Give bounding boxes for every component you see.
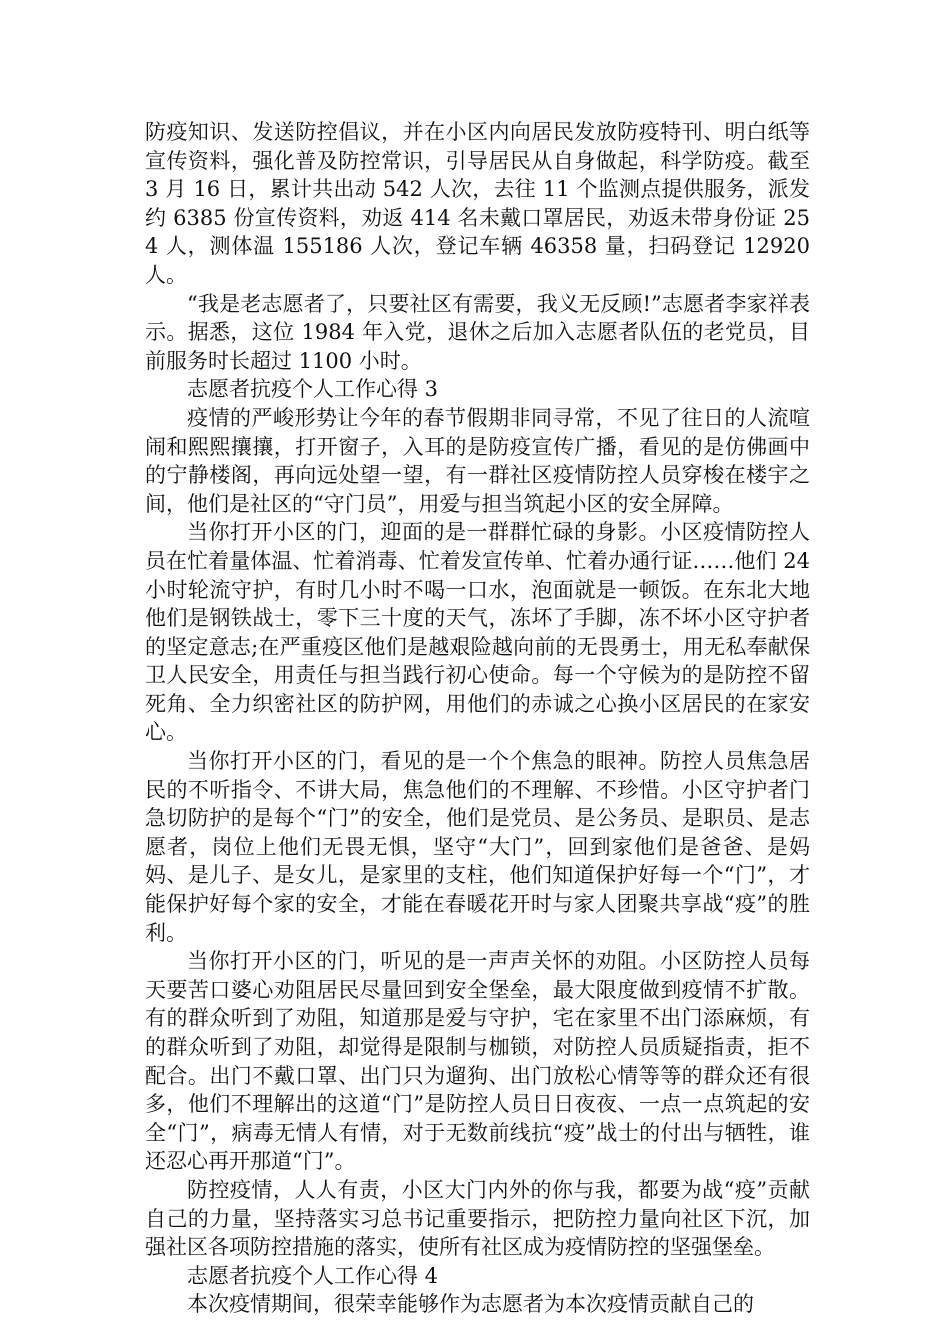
paragraph-6: 当你打开小区的门，听见的是一声声关怀的劝阻。小区防控人员每天要苦口婆心劝阻居民尽量回到安全堡垒，最大限度做到疫情不扩散。有的群众听到了劝阻，知道那是爱与守护，宅在家里不出门添麻烦，有的群众听到了劝阻，却觉得是限制与枷锁，对防控人员质疑指责，拒不配合。出门不戴口罩、出门只为遛狗、出门放松心情等等的群众还有很多，他们不理解出的这道“门”是防控人员日日夜夜、一点一点筑起的安全“门”，病毒无情人有情，对于无数前线抗“疫”战士的付出与牺牲，谁还忍心再开那道“门”。 (145, 949, 810, 1174)
paragraph-4: 当你打开小区的门，迎面的是一群群忙碌的身影。小区疫情防控人员在忙着量体温、忙着消毒、忙着发宣传单、忙着办通行证……他们 24 小时轮流守护，有时几小时不喝一口水，泡面就是一顿饭。在东北大地他们是钢铁战士，零下三十度的天气，冻坏了手脚，冻不坏小区守护者的坚定意志;在严重疫区他们是越艰险越向前的无畏勇士，用无私奉献保卫人民安全，用责任与担当践行初心使命。每一个守候为的是防控不留死角、全力织密社区的防护网，用他们的赤诚之心换小区居民的在家安心。 (145, 520, 810, 745)
document-page (145, 118, 810, 1319)
paragraph-7: 防控疫情，人人有责，小区大门内外的你与我，都要为战“疫”贡献自己的力量，坚持落实习总书记重要指示，把防控力量向社区下沉，加强社区各项防控措施的落实，使所有社区成为疫情防控的坚强堡垒。 (145, 1177, 810, 1260)
paragraph-8: 本次疫情期间，很荣幸能够作为志愿者为本次疫情贡献自己的 (187, 1292, 754, 1317)
section-heading-4: 志愿者抗疫个人工作心得 4 (187, 1263, 439, 1288)
paragraph-2: “我是老志愿者了，只要社区有需要，我义无反顾!”志愿者李家祥表示。据悉，这位 1984 年入党，退休之后加入志愿者队伍的老党员，目前服务时长超过 1100 小时。 (145, 291, 810, 373)
paragraph-3: 疫情的严峻形势让今年的春节假期非同寻常，不见了往日的人流喧闹和熙熙攘攘，打开窗子，入耳的是防疫宣传广播，看见的是仿佛画中的宁静楼阁，再向远处望一望，有一群社区疫情防控人员穿梭在楼宇之间，他们是社区的“守门员”，用爱与担当筑起小区的安全屏障。 (145, 405, 810, 516)
paragraph-1: 防疫知识、发送防控倡议，并在小区内向居民发放防疫特刊、明白纸等宣传资料，强化普及防控常识，引导居民从自身做起，科学防疫。截至 3 月 16 日，累计共出动 542 人次，去往 11 个监测点提供服务，派发约 6385 份宣传资料，劝返 414 名未戴口罩居民，劝返未带身份证 254 人，测体温 155186 人次，登记车辆 46358 量，扫码登记 12920 人。 (145, 120, 810, 287)
paragraph-5: 当你打开小区的门，看见的是一个个焦急的眼神。防控人员焦急居民的不听指令、不讲大局，焦急他们的不理解、不珍惜。小区守护者门急切防护的是每个“门”的安全，他们是党员、是公务员、是职员、是志愿者，岗位上他们无畏无惧，坚守“大门”，回到家他们是爸爸、是妈妈、是儿子、是女儿，是家里的支柱，他们知道保护好每一个“门”，才能保护好每个家的安全，才能在春暖花开时与家人团聚共享战“疫”的胜利。 (145, 749, 810, 945)
section-heading-3: 志愿者抗疫个人工作心得 3 (187, 377, 439, 402)
